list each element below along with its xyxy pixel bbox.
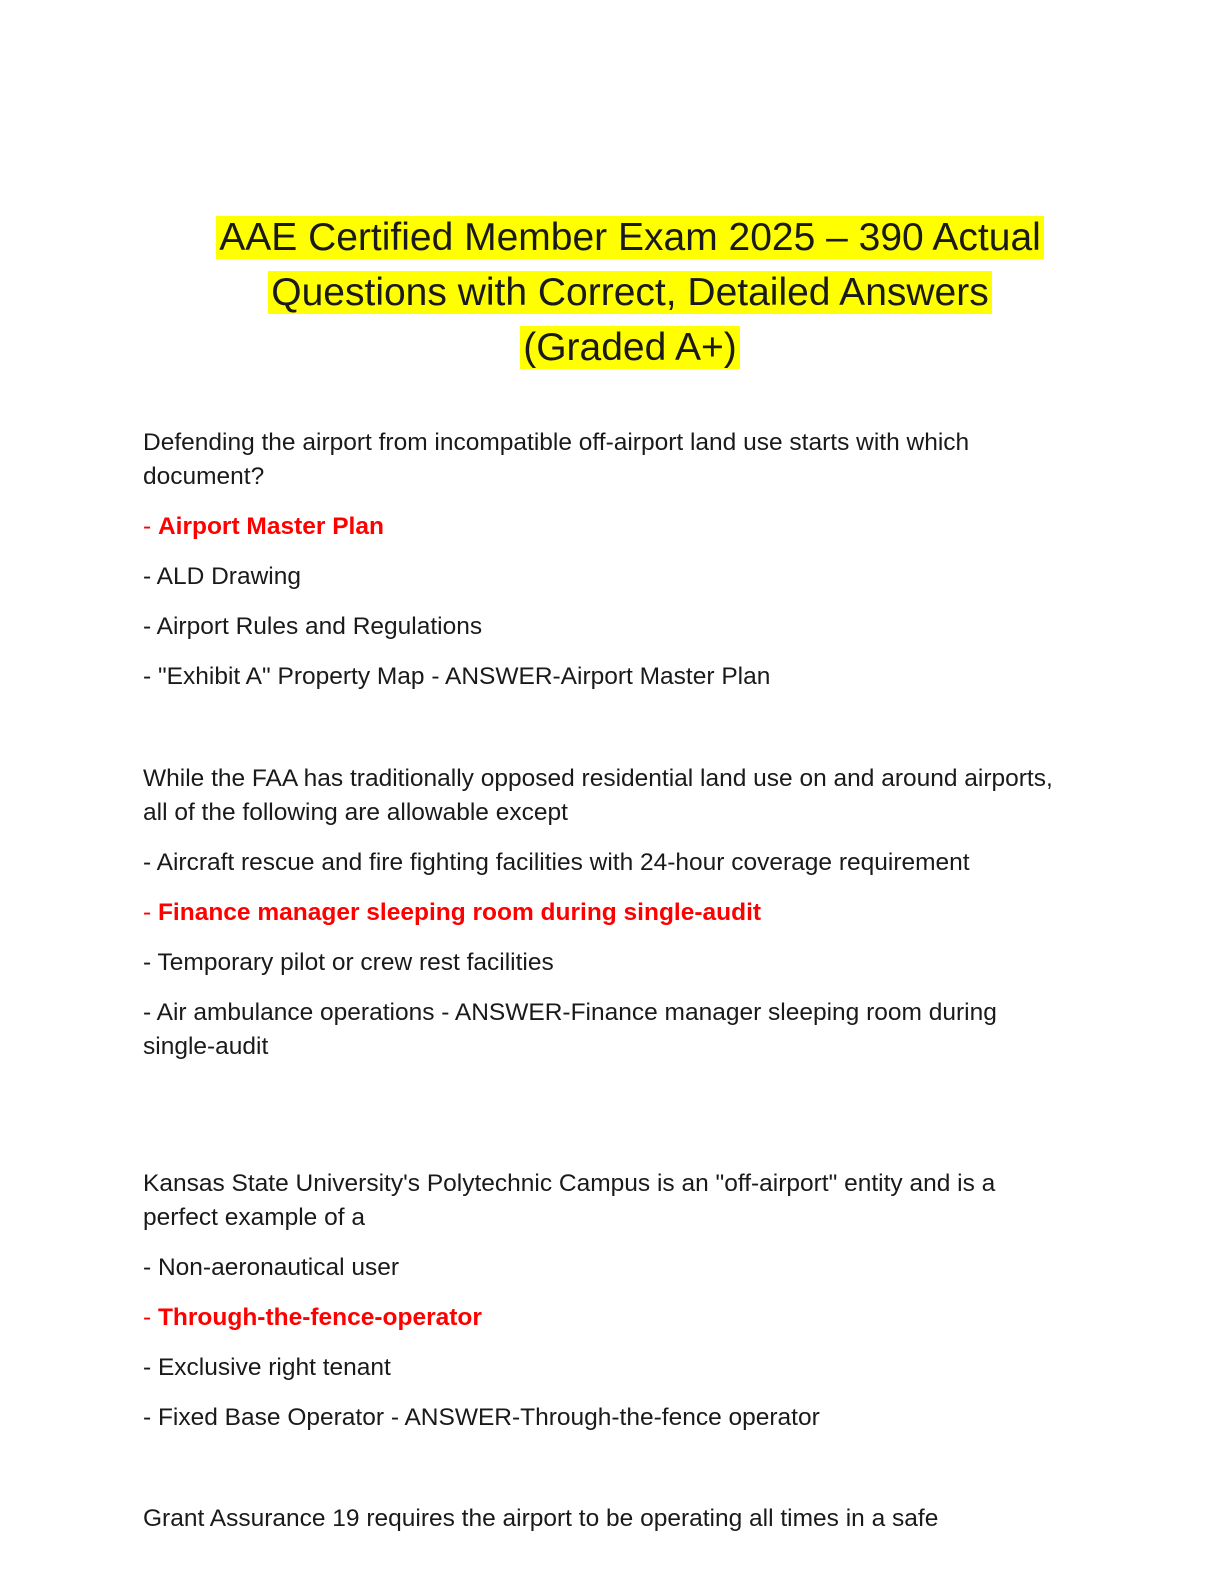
answer-option <box>143 1351 1073 1385</box>
option-prefix: - <box>143 1304 158 1331</box>
option-text: Fixed Base Operator - ANSWER-Through-the-fence operator <box>157 1404 820 1431</box>
answer-option <box>143 996 1073 1064</box>
option-prefix: - <box>143 999 157 1026</box>
option-text: Airport Master Plan <box>157 513 384 540</box>
option-text: Exclusive right tenant <box>157 1354 391 1381</box>
question-block <box>143 1502 1073 1552</box>
answer-option <box>143 1401 1073 1435</box>
question-block <box>143 426 1073 710</box>
option-text: Non-aeronautical user <box>157 1254 400 1281</box>
title-line: Questions with Correct, Detailed Answers <box>140 265 1120 320</box>
option-prefix: - <box>143 1254 158 1281</box>
option-text: "Exhibit A" Property Map - ANSWER-Airport Master Plan <box>157 663 771 690</box>
option-prefix: - <box>143 849 157 876</box>
document-title <box>140 210 1120 375</box>
option-prefix: - <box>143 563 157 590</box>
question-text: Kansas State University's Polytechnic Campus is an "off-airport" entity and is a perfect example of a <box>143 1170 996 1231</box>
option-text: Through-the-fence-operator <box>157 1304 482 1331</box>
answer-option <box>143 946 1073 980</box>
question-block <box>143 1167 1073 1451</box>
title-line: (Graded A+) <box>140 320 1120 375</box>
answer-option-correct <box>143 510 1073 544</box>
option-prefix: - <box>143 1354 158 1381</box>
question-text: While the FAA has traditionally opposed residential land use on and around airports, all of the following are allowable except <box>143 765 1053 826</box>
answer-option <box>143 560 1073 594</box>
question-block <box>143 762 1073 1080</box>
answer-option <box>143 660 1073 694</box>
option-prefix: - <box>143 513 158 540</box>
answer-option <box>143 846 1073 880</box>
option-text: Aircraft rescue and fire fighting facilities with 24-hour coverage requirement <box>156 849 970 876</box>
option-text: Airport Rules and Regulations <box>156 613 483 640</box>
option-prefix: - <box>143 663 158 690</box>
option-prefix: - <box>143 949 158 976</box>
answer-option-correct <box>143 1301 1073 1335</box>
answer-option <box>143 1251 1073 1285</box>
question-text: Grant Assurance 19 requires the airport to be operating all times in a safe <box>143 1505 939 1532</box>
option-prefix: - <box>143 899 158 926</box>
option-prefix: - <box>143 1404 158 1431</box>
answer-option-correct <box>143 896 1073 930</box>
answer-option <box>143 610 1073 644</box>
option-text: Temporary pilot or crew rest facilities <box>157 949 554 976</box>
question-text: Defending the airport from incompatible off-airport land use starts with which document? <box>143 429 970 490</box>
option-text: ALD Drawing <box>156 563 301 590</box>
option-text: Air ambulance operations - ANSWER-Finance manager sleeping room during single-audit <box>143 999 997 1060</box>
option-text: Finance manager sleeping room during single-audit <box>157 899 762 926</box>
title-line: AAE Certified Member Exam 2025 – 390 Actual <box>140 210 1120 265</box>
option-prefix: - <box>143 613 157 640</box>
